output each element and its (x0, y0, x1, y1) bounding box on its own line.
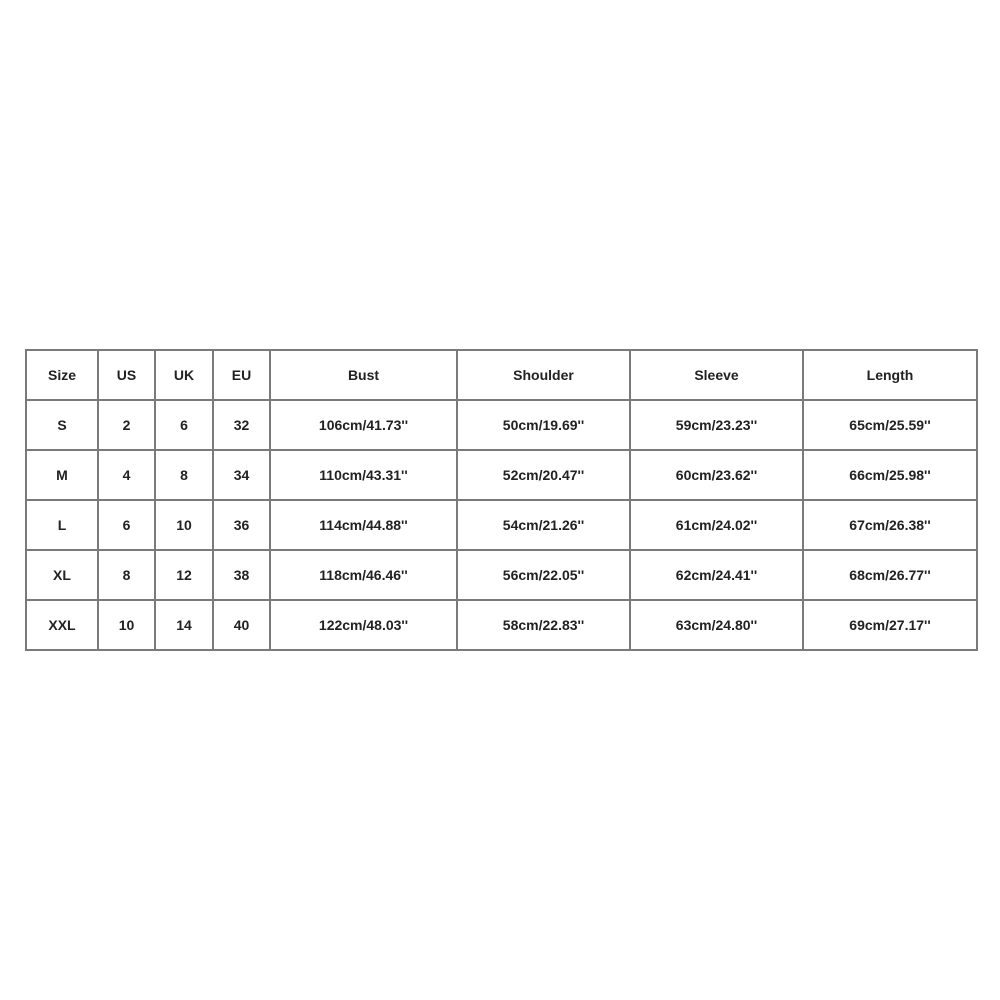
cell-bust: 118cm/46.46'' (271, 551, 458, 601)
cell-eu: 32 (214, 401, 271, 451)
cell-uk: 12 (156, 551, 214, 601)
cell-uk: 14 (156, 601, 214, 651)
table-row (27, 501, 978, 551)
cell-us: 4 (99, 451, 156, 501)
table-row (27, 551, 978, 601)
cell-sleeve: 61cm/24.02'' (631, 501, 804, 551)
cell-shoulder: 54cm/21.26'' (458, 501, 631, 551)
cell-eu: 36 (214, 501, 271, 551)
cell-length: 67cm/26.38'' (804, 501, 978, 551)
cell-sleeve: 62cm/24.41'' (631, 551, 804, 601)
header-eu: EU (214, 351, 271, 401)
header-uk: UK (156, 351, 214, 401)
cell-uk: 10 (156, 501, 214, 551)
size-chart-table (25, 349, 978, 651)
cell-length: 65cm/25.59'' (804, 401, 978, 451)
cell-us: 6 (99, 501, 156, 551)
cell-uk: 6 (156, 401, 214, 451)
cell-size: XXL (27, 601, 99, 651)
table-row (27, 451, 978, 501)
cell-bust: 106cm/41.73'' (271, 401, 458, 451)
cell-shoulder: 52cm/20.47'' (458, 451, 631, 501)
cell-sleeve: 60cm/23.62'' (631, 451, 804, 501)
cell-us: 8 (99, 551, 156, 601)
header-length: Length (804, 351, 978, 401)
cell-size: L (27, 501, 99, 551)
cell-shoulder: 56cm/22.05'' (458, 551, 631, 601)
cell-length: 66cm/25.98'' (804, 451, 978, 501)
cell-us: 2 (99, 401, 156, 451)
cell-uk: 8 (156, 451, 214, 501)
cell-eu: 34 (214, 451, 271, 501)
header-row (27, 351, 978, 401)
header-shoulder: Shoulder (458, 351, 631, 401)
cell-size: S (27, 401, 99, 451)
cell-size: XL (27, 551, 99, 601)
cell-eu: 38 (214, 551, 271, 601)
cell-shoulder: 58cm/22.83'' (458, 601, 631, 651)
cell-us: 10 (99, 601, 156, 651)
table-row (27, 601, 978, 651)
header-sleeve: Sleeve (631, 351, 804, 401)
cell-eu: 40 (214, 601, 271, 651)
header-us: US (99, 351, 156, 401)
cell-bust: 114cm/44.88'' (271, 501, 458, 551)
cell-shoulder: 50cm/19.69'' (458, 401, 631, 451)
cell-sleeve: 63cm/24.80'' (631, 601, 804, 651)
cell-length: 68cm/26.77'' (804, 551, 978, 601)
header-bust: Bust (271, 351, 458, 401)
cell-length: 69cm/27.17'' (804, 601, 978, 651)
cell-sleeve: 59cm/23.23'' (631, 401, 804, 451)
cell-bust: 110cm/43.31'' (271, 451, 458, 501)
header-size: Size (27, 351, 99, 401)
cell-size: M (27, 451, 99, 501)
cell-bust: 122cm/48.03'' (271, 601, 458, 651)
table-row (27, 401, 978, 451)
